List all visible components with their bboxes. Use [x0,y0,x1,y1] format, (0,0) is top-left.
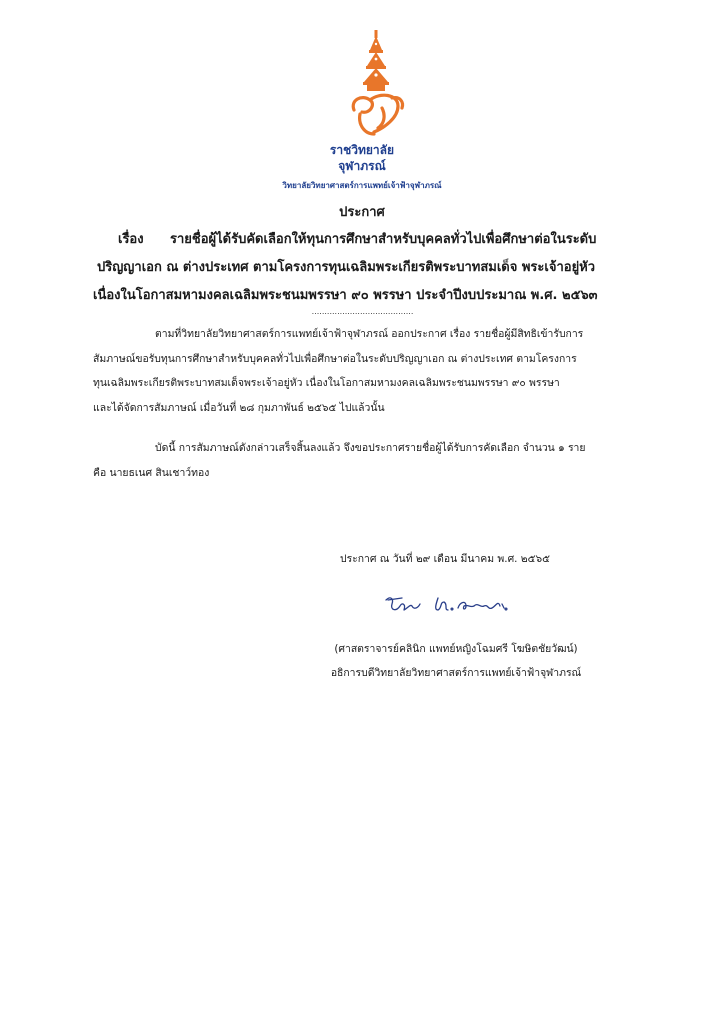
announcement-heading: ประกาศ [339,205,385,220]
signer-title: อธิการบดีวิทยาลัยวิทยาศาสตร์การแพทย์เจ้าฟ้าจุฬาภรณ์ [330,667,582,679]
college-logo [340,30,412,142]
paragraph-1-line-3: ทุนเฉลิมพระเกียรติพระบาทสมเด็จพระเจ้าอยู่หัว เนื่องในโอกาสมหามงคลเฉลิมพระชนมพรรษา ๙๐ พรรษา [93,377,560,389]
org-name-line1: ราชวิทยาลัย [329,143,395,157]
announcement-date: ประกาศ ณ วันที่ ๒๙ เดือน มีนาคม พ.ศ. ๒๕๖๕ [340,553,550,565]
subject-line-3: เนื่องในโอกาสมหามงคลเฉลิมพระชนมพรรษา ๙๐ พรรษา ประจำปีงบประมาณ พ.ศ. ๒๕๖๓ [93,288,598,303]
subject-line-2: ปริญญาเอก ณ ต่างประเทศ ตามโครงการทุนเฉลิมพระเกียรติพระบาทสมเด็จ พระเจ้าอยู่หัว [97,260,596,275]
paragraph-2 [93,436,663,485]
paragraph-1-line-4: และได้จัดการสัมภาษณ์ เมื่อวันที่ ๒๘ กุมภาพันธ์ ๒๕๖๕ ไปแล้วนั้น [93,401,385,414]
handwritten-signature [382,590,527,620]
paragraph-2-line-1: บัดนี้ การสัมภาษณ์ดังกล่าวเสร็จสิ้นลงแล้ว จึงขอประกาศรายชื่อผู้ได้รับการคัดเลือก จำนวน ๑ ราย [155,442,586,454]
paragraph-1 [93,322,663,420]
paragraph-1-line-1: ตามที่วิทยาลัยวิทยาศาสตร์การแพทย์เจ้าฟ้าจุฬาภรณ์ ออกประกาศ เรื่อง รายชื่อผู้มีสิทธิเข้ารับการ [155,328,584,340]
paragraph-1-line-2: สัมภาษณ์ขอรับทุนการศึกษาสำหรับบุคคลทั่วไปเพื่อศึกษาต่อในระดับปริญญาเอก ณ ต่างประเทศ ตามโครงการ [93,352,577,365]
org-name-line2: จุฬาภรณ์ [338,159,386,173]
subject-line-1 [118,228,698,249]
subject-text-1: รายชื่อผู้ได้รับคัดเลือกให้ทุนการศึกษาสำหรับบุคคลทั่วไปเพื่อศึกษาต่อในระดับ [170,232,597,247]
signer-name: (ศาสตราจารย์คลินิก แพทย์หญิงโฉมศรี โฆษิตชัยวัฒน์) [334,643,578,655]
org-subtitle: วิทยาลัยวิทยาศาสตร์การแพทย์เจ้าฟ้าจุฬาภรณ์ [282,181,442,190]
paragraph-2-line-2: คือ นายธเนศ สินเชาว์ทอง [93,466,210,479]
subject-label: เรื่อง [118,232,144,247]
dotted-divider: ........................................ [311,307,414,316]
